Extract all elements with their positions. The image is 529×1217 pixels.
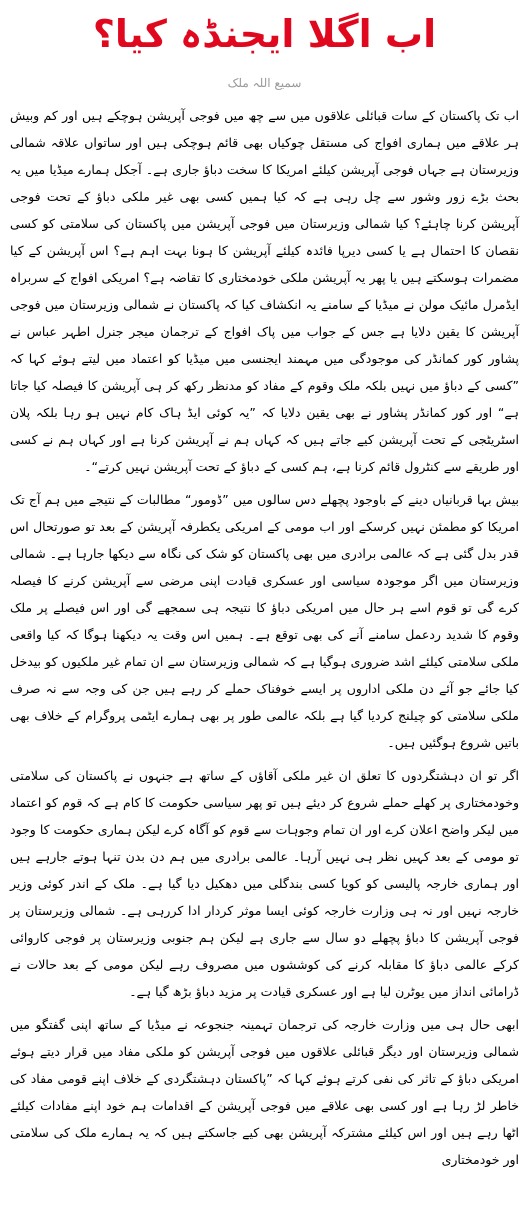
article-paragraph: بیش بہا قربانیاں دینے کے باوجود پچھلے دس سالوں میں ”ڈومور“ مطالبات کے نتیجے میں ہم آج تک امریکا کو مطمئن نہیں کرسکے اور اب مومی کے امریکی یکطرفہ آپریشن کے بعد تو صورتحال اس قدر بدل گئی ہے کہ عالمی برادری میں بھی پاکستان کو شک کی نگاہ سے دیکھا جارہا ہے۔ شمالی وزیرستان میں اگر موجودہ سیاسی اور عسکری قیادت اپنی مرضی سے آپریشن کرنے کا فیصلہ کرے گی تو قوم اسے ہر حال میں امریکی دباؤ کا نتیجہ ہی سمجھے گی اور اس فیصلے پر ملک وقوم کا شدید ردعمل سامنے آنے کی بھی توقع ہے۔ ہمیں اس وقت یہ دیکھنا ہوگا کہ کیا واقعی ملکی سلامتی کیلئے اشد ضروری ہوگیا ہے کہ شمالی وزیرستان سے ان تمام غیر ملکیوں کو بیدخل کیا جائے جو آئے دن ملکی اداروں پر ایسے خوفناک حملے کر رہے ہیں جن کی وجہ سے نہ صرف ملکی سلامتی کو چیلنج کردیا گیا ہے بلکہ عالمی طور پر بھی ہمارے ایٹمی پروگرام کے خلاف بھی باتیں شروع ہوگئیں ہیں۔ <box>10 492 519 750</box>
article-headline: اب اگلا ایجنڈہ کیا؟ <box>92 12 437 56</box>
article-paragraph: اب تک پاکستان کے سات قبائلی علاقوں میں سے چھ میں فوجی آپریشن ہوچکے ہیں اور کم وبیش ہر علاقے میں ہماری افواج کی مستقل چوکیاں بھی قائم ہوچکی ہیں اور ساتواں علاقہ شمالی وزیرستان ہے جہاں فوجی آپریشن کیلئے امریکا کا سخت دباؤ جاری ہے۔ آجکل ہمارے میڈیا میں یہ بحث بڑے زور وشور سے چل رہی ہے کہ کیا ہمیں کسی بھی غیر ملکی دباؤ کے تحت فوجی آپریشن کرنا چاہئے؟ کیا شمالی وزیرستان میں فوجی آپریشن میں پاکستان کی سلامتی کو کسی نقصان کا احتمال ہے یا کسی دیرپا فائدہ کیلئے آپریشن کا ہونا بہت اہم ہے؟ اس آپریشن کے کیا مضمرات ہوسکتے ہیں یا پھر یہ آپریشن ملکی خودمختاری کا تقاضہ ہے؟ امریکی افواج کے سربراہ ایڈمرل مائیک مولن نے میڈیا کے سامنے یہ انکشاف کیا کہ پاکستان نے شمالی وزیرستان میں فوجی آپریشن کا یقین دلایا ہے جس کے جواب میں پاک افواج کے ترجمان میجر جنرل اطہر عباس نے پشاور کور کمانڈر کی موجودگی میں مہمند ایجنسی میں میڈیا کو اعتماد میں لیتے ہوئے کہا کہ ”کسی کے دباؤ میں نہیں بلکہ ملک وقوم کے مفاد کو مدنظر رکھ کر ہی آپریشن کا فیصلہ کیا جاتا ہے“ اور کور کمانڈر پشاور نے بھی یقین دلایا کہ ”یہ کوئی ایڈ ہاک کام نہیں ہو رہا بلکہ پلان اسٹریٹجی کے تحت آپریشن کیے جاتے ہیں کہ کہاں ہم نے آپریشن کرنا ہے اور کہاں ہم نے کسی اور طریقے سے کنٹرول قائم کرنا ہے، ہم کسی کے دباؤ کے تحت آپریشن نہیں کرتے“۔ <box>10 108 519 474</box>
author-byline: سمیع اللہ ملک <box>227 76 302 90</box>
article-body <box>10 102 519 1173</box>
article-paragraph: اگر تو ان دہشتگردوں کا تعلق ان غیر ملکی آقاؤں کے ساتھ ہے جنہوں نے پاکستان کی سلامتی وخودمختاری پر کھلے حملے شروع کر دیئے ہیں تو پھر سیاسی حکومت کا کام ہے کہ قوم کو اعتماد میں لیکر واضح اعلان کرے اور ان تمام وجوہات سے قوم کو آگاہ کرے لیکن ہماری حکومت کا وجود تو مومی کے بعد کہیں نظر ہی نہیں آرہا۔ عالمی برادری میں ہم دن بدن تنہا ہوتے جارہے ہیں اور ہماری خارجہ پالیسی کو کویا کسی بندگلی میں دھکیل دیا گیا ہے۔ ملک کے اندر کوئی وزیر خارجہ نہیں اور نہ ہی وزارت خارجہ کوئی ایسا موثر کردار ادا کررہی ہے۔ شمالی وزیرستان پر فوجی آپریشن کا دباؤ پچھلے دو سال سے جاری ہے لیکن ہم جنوبی وزیرستان پر فوجی کاروائی کرکے عالمی دباؤ کا مقابلہ کرنے کی کوششوں میں مصروف رہے لیکن مومی کے بعد حالات نے ڈرامائی انداز میں یوٹرن لیا ہے اور عسکری قیادت پر مزید دباؤ بڑھ گیا ہے۔ <box>10 768 519 999</box>
article-paragraph: ابھی حال ہی میں وزارت خارجہ کی ترجمان تہمینہ جنجوعہ نے میڈیا کے ساتھ اپنی گفتگو میں شمالی وزیرستان اور دیگر قبائلی علاقوں میں فوجی آپریشن کو ملکی مفاد میں قرار دیتے ہوئے امریکی دباؤ کے تاثر کی نفی کرتے ہوئے کہا کہ ”پاکستان دہشتگردی کے خلاف اپنے قومی مفاد کی خاطر لڑ رہا ہے اور کسی بھی علاقے میں فوجی آپریشن کے اقدامات ہم خود اپنے مفادات کیلئے اٹھا رہے ہیں اور اس کیلئے مشترکہ آپریشن بھی کیے جاسکتے ہیں کہ یہ ہمارے ملک کی سلامتی اور خودمختاری <box>10 1017 519 1167</box>
